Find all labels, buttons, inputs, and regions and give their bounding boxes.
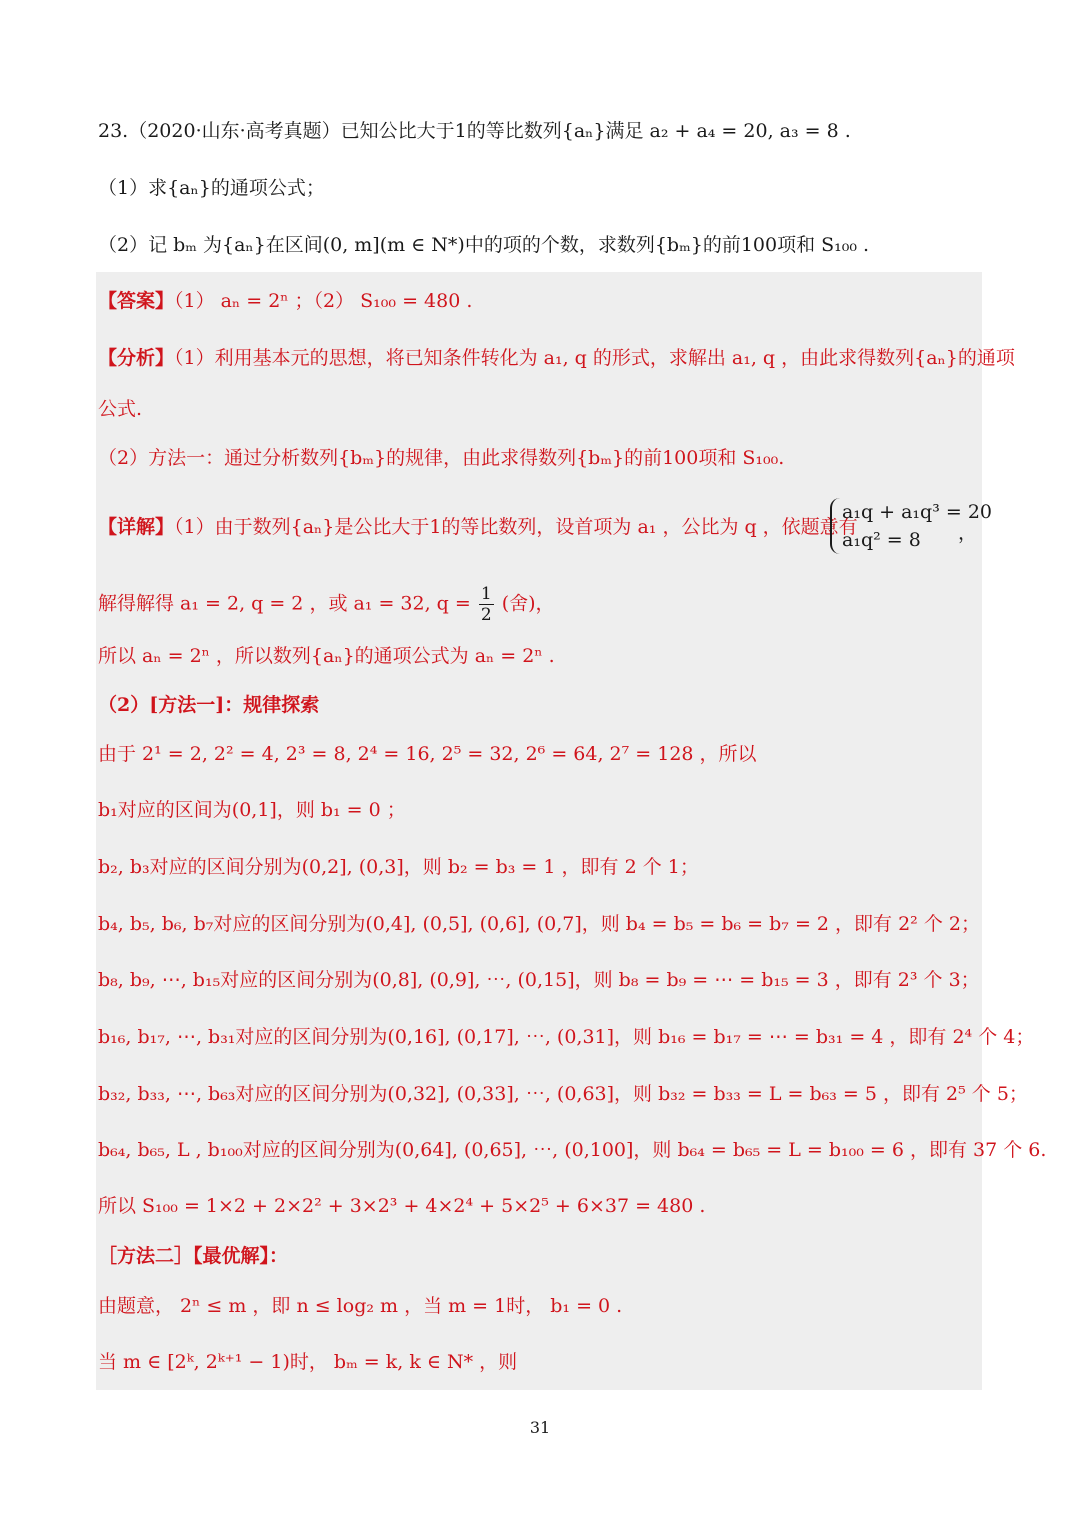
method-1-line-9: 所以 S₁₀₀ = 1×2 + 2×2² + 3×2³ + 4×2⁴ + 5×2⁵ + 6×37 = 480 . <box>98 1195 706 1217</box>
equation-1: a₁q + a₁q³ = 20 <box>842 501 993 523</box>
answer-text: （1） aₙ = 2ⁿ ；（2） S₁₀₀ = 480 . <box>174 290 473 312</box>
detail-line-1 <box>98 514 858 540</box>
method-1-title: （2）[方法一]：规律探索 <box>98 694 320 716</box>
detail-line-2 <box>98 584 555 625</box>
method-2-line-1: 由题意， 2ⁿ ≤ m ，即 n ≤ log₂ m ，当 m = 1时， b₁ = 0 . <box>98 1295 623 1317</box>
question-part-1: （1）求{aₙ}的通项公式； <box>98 177 325 199</box>
analysis-tag: 【分析】 <box>98 347 175 369</box>
analysis-line-1 <box>98 345 1015 371</box>
answer-line <box>98 288 472 314</box>
method-2-title: ［方法二］【最优解】： <box>98 1245 289 1267</box>
method-1-line-1: 由于 2¹ = 2, 2² = 4, 2³ = 8, 2⁴ = 16, 2⁵ = 32, 2⁶ = 64, 2⁷ = 128 ，所以 <box>98 743 757 765</box>
method-1-line-7: b₃₂, b₃₃, ⋯, b₆₃对应的区间分别为(0,32], (0,33], ⋯, (0,63]，则 b₃₂ = b₃₃ = L = b₆₃ = 5 ，即有 2⁵ 个 5； <box>98 1083 1028 1105</box>
question-part-2: （2）记 bₘ 为{aₙ}在区间(0, m](m ∈ N*)中的项的个数，求数列{bₘ}的前100项和 S₁₀₀ . <box>98 234 870 256</box>
page-number: 31 <box>529 1418 551 1437</box>
method-1-line-3: b₂, b₃对应的区间分别为(0,2], (0,3]，则 b₂ = b₃ = 1 ，即有 2 个 1； <box>98 856 699 878</box>
fraction-numerator: 1 <box>480 584 492 604</box>
method-1-line-5: b₈, b₉, ⋯, b₁₅对应的区间分别为(0,8], (0,9], ⋯, (0,15]，则 b₈ = b₉ = ⋯ = b₁₅ = 3 ，即有 2³ 个 3； <box>98 969 980 991</box>
method-1-line-8: b₆₄, b₆₅, L , b₁₀₀对应的区间分别为(0,64], (0,65], ⋯, (0,100]，则 b₆₄ = b₆₅ = L = b₁₀₀ = 6 ，即有 37 个 6. <box>98 1139 1047 1161</box>
analysis-text-1: （1）利用基本元的思想，将已知条件转化为 a₁, q 的形式，求解出 a₁, q ，由此求得数列{aₙ}的通项 <box>174 347 1015 369</box>
method-2-line-2: 当 m ∈ [2ᵏ, 2ᵏ⁺¹ − 1)时， bₘ = k, k ∈ N* ，则 <box>98 1351 518 1373</box>
detail-text-2a: 解得解得 a₁ = 2, q = 2 ，或 a₁ = 32, q = <box>98 592 471 615</box>
method-1-line-2: b₁对应的区间为(0,1]，则 b₁ = 0 ； <box>98 799 406 821</box>
analysis-line-3: （2）方法一：通过分析数列{bₘ}的规律，由此求得数列{bₘ}的前100项和 S₁₀₀. <box>98 447 785 469</box>
equation-2: a₁q² = 8 <box>842 529 921 551</box>
fraction-denominator: 2 <box>480 605 492 625</box>
detail-line-3: 所以 aₙ = 2ⁿ ，所以数列{aₙ}的通项公式为 aₙ = 2ⁿ . <box>98 645 555 667</box>
fraction-half <box>479 584 494 625</box>
method-1-line-4: b₄, b₅, b₆, b₇对应的区间分别为(0,4], (0,5], (0,6], (0,7]，则 b₄ = b₅ = b₆ = b₇ = 2 ，即有 2² 个 2； <box>98 913 980 935</box>
question-stem: 23.（2020·山东·高考真题）已知公比大于1的等比数列{aₙ}满足 a₂ + a₄ = 20, a₃ = 8 . <box>98 120 851 142</box>
method-1-line-6: b₁₆, b₁₇, ⋯, b₃₁对应的区间分别为(0,16], (0,17], ⋯, (0,31]，则 b₁₆ = b₁₇ = ⋯ = b₃₁ = 4 ，即有 2⁴ 个 4； <box>98 1026 1035 1048</box>
system-comma: ， <box>958 522 978 544</box>
detail-tag: 【详解】 <box>98 516 175 538</box>
detail-text-1: （1）由于数列{aₙ}是公比大于1的等比数列，设首项为 a₁ ，公比为 q ，依题意有 <box>174 516 858 538</box>
answer-tag: 【答案】 <box>98 290 175 312</box>
analysis-line-2: 公式. <box>98 398 143 420</box>
solution-background <box>96 272 982 1390</box>
detail-text-2b: (舍)， <box>501 592 555 615</box>
